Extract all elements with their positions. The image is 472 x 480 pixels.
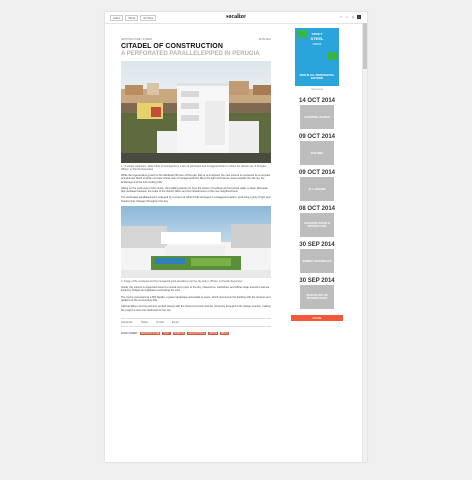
recent-posts bbox=[279, 97, 355, 309]
ad-tile bbox=[297, 30, 307, 38]
photo-caption-2: 2. Image of the courtyard and the hexagonal brick elevation to let the city look in (Photo: Lo Pezzio Serpentre) bbox=[121, 280, 243, 284]
post-tile[interactable]: BUILDING bbox=[300, 141, 334, 165]
page bbox=[105, 12, 367, 462]
post-date: 30 SEP 2014 bbox=[299, 278, 335, 284]
post-date: 14 OCT 2014 bbox=[298, 98, 336, 104]
building-photo bbox=[121, 61, 271, 163]
share-bar bbox=[121, 318, 271, 327]
tag[interactable]: BRICK bbox=[220, 331, 229, 335]
recent-post[interactable] bbox=[279, 133, 355, 165]
ad-bottom-text: NOW IN ALL PRINT/DIGITAL EDITIONS bbox=[299, 74, 335, 80]
sidebar bbox=[279, 28, 355, 321]
post-tile[interactable]: SHOOTING SPACE & DESTRUCTION bbox=[300, 213, 334, 237]
share-tumblr[interactable]: Tumblr bbox=[156, 320, 165, 324]
sidebar-ad[interactable] bbox=[295, 28, 339, 86]
ad-brand: STEEL bbox=[310, 36, 324, 41]
ad-tile bbox=[327, 52, 337, 60]
article-subtitle: A PERFORATED PARALLELEPIPED IN PERUGIA bbox=[121, 51, 260, 57]
courtyard-photo-art bbox=[121, 206, 271, 278]
post-date: 30 SEP 2014 bbox=[299, 242, 335, 248]
twitter-icon[interactable]: t bbox=[346, 15, 348, 19]
recent-post[interactable] bbox=[279, 277, 355, 309]
ad-top-text: STRICT bbox=[311, 32, 323, 36]
scrollbar-thumb[interactable] bbox=[363, 23, 367, 69]
tag[interactable]: PERUGIA bbox=[173, 331, 185, 335]
recent-post[interactable] bbox=[279, 205, 355, 237]
ad-mid-text: PRESS bbox=[312, 43, 322, 46]
recent-post[interactable] bbox=[279, 97, 355, 129]
recent-post[interactable] bbox=[279, 241, 355, 273]
article-paragraph: The perforated parallelepiped is wrapped by a screen of white bricks arranged in a staggered pattern, producing a play of light and shadow that changes throughout the day. bbox=[121, 196, 271, 203]
nav-work[interactable]: Work bbox=[125, 15, 138, 21]
recent-post[interactable] bbox=[279, 169, 355, 201]
tag[interactable]: ARCHITECTURE bbox=[140, 331, 160, 335]
post-tile[interactable]: HAUNTING HOUSES bbox=[300, 105, 334, 129]
post-tile[interactable]: BOMBAY BOTANICALS bbox=[300, 249, 334, 273]
article-paragraph: Cabinet Wilson and its partners worked closely with the local community and the University throughout the design process, making the project a new civic landmark for the city. bbox=[121, 305, 271, 312]
post-date: 09 OCT 2014 bbox=[298, 170, 336, 176]
article-paragraph: Sitting on the north-east of the centre, the building stands out from the cluster of rooftops and terracotta walls: a sharp silhouette that mediates between the scale of the historic fabric and the infrastructure of the new neighbourhood. bbox=[121, 186, 268, 194]
post-tile[interactable]: AN ECOLOGY OF TECHNOLOGIES bbox=[300, 285, 334, 309]
photo-caption-1: 1. "A simple volumetric, white Chan of Courtyards by a skin of perforated and hexagonal bricks to collect the historic city of Perugia" (Photo: Lo Pezzio Serpentre) bbox=[121, 165, 267, 171]
article-paragraph: While the regenerative growth of the Medieval hill town of Perugia, Italy is re-imagined, the new volume is conceived as a compact and abstract block of white concrete whose skin of hexagonal bricks filters the light and frames views towards the old city, the landscape and the surrounding hills. bbox=[121, 174, 271, 184]
tag[interactable]: EDUCATIONAL bbox=[188, 331, 206, 335]
article bbox=[121, 38, 271, 335]
nav-archive[interactable]: Archive bbox=[140, 15, 156, 21]
social-links bbox=[339, 15, 361, 19]
article-category[interactable]: ARCHITECTURE / STUDIO bbox=[121, 38, 153, 41]
scrollbar[interactable] bbox=[362, 23, 367, 462]
article-title: CITADEL OF CONSTRUCTION bbox=[121, 43, 223, 50]
search-icon[interactable]: ⌕ bbox=[358, 15, 360, 19]
instagram-icon[interactable]: ◎ bbox=[351, 15, 355, 19]
more-posts-button[interactable]: MORE bbox=[291, 315, 343, 321]
post-date: 08 OCT 2014 bbox=[298, 206, 336, 212]
article-paragraph: Inside, the volume is organised around a central court open to the sky; classrooms, workshops and offices wrap around it and are linked by bridges and galleries overlooking the void. bbox=[121, 286, 270, 293]
sponsor-label: Sponsored bbox=[311, 88, 323, 91]
tag-list bbox=[121, 332, 271, 335]
tag[interactable]: ITALY bbox=[163, 331, 170, 335]
article-meta bbox=[121, 38, 271, 41]
facebook-icon[interactable]: f bbox=[340, 15, 342, 19]
tag[interactable]: WHITE bbox=[209, 331, 217, 335]
top-bar bbox=[105, 12, 367, 24]
post-date: 09 OCT 2014 bbox=[298, 134, 336, 140]
courtyard-photo bbox=[121, 206, 271, 278]
nav-index[interactable]: Index bbox=[110, 15, 123, 21]
article-date: 19.09.2014 bbox=[258, 38, 271, 41]
share-facebook[interactable]: Facebook bbox=[121, 320, 133, 324]
share-twitter[interactable]: Twitter bbox=[140, 320, 149, 324]
site-logo[interactable]: socalize bbox=[226, 14, 246, 20]
share-email[interactable]: Email bbox=[172, 320, 179, 324]
article-paragraph: The roof is conceived as a fifth façade, a green landscape accessible to users, which reconnects the building with the terraces and gardens of the surrounding hills. bbox=[121, 295, 271, 302]
building-photo-art bbox=[121, 61, 271, 163]
tags-label: FILED UNDER: bbox=[121, 331, 138, 335]
post-tile[interactable]: ALL ABOARD bbox=[300, 177, 334, 201]
